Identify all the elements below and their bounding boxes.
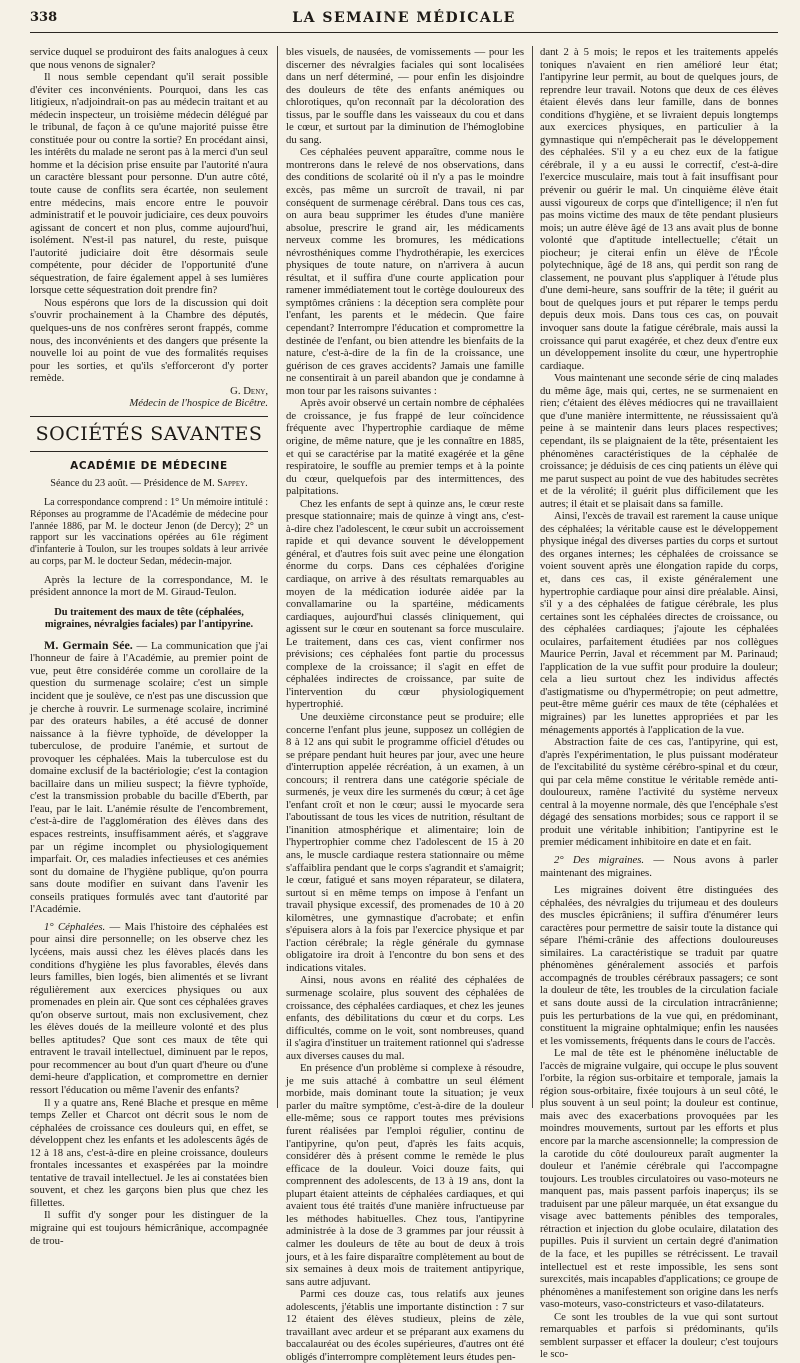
- paragraph: 2° Des migraines. — Nous avons à parler maintenant des migraines.: [540, 854, 779, 879]
- paragraph: Il y a quatre ans, René Blache et presque en même temps Zeller et Charcot ont décrit sous le nom de céphalées de croissance ces douleurs qui, en effet, se développent chez les enfants et les adolescents âgés de 12 à 18 ans, c'est-à-dire en pleine croissance, douleurs frontales incessantes et exaspérées par la moindre tentative de travail intellectuel. Je les ai constatées bien souvent, et chez les garçons bien plus que chez les fillettes.: [30, 1096, 268, 1209]
- paragraph: Le mal de tête est le phénomène inéluctable de l'accès de migraine vulgaire, qui occupe le plus souvent l'orbite, la région sus-orbitaire et temporale, jamais la région sous-orbitaire, fixée toujours à un seul côté, le plus souvent à un seul point; la douleur est continue, mais avec des exacerbations provoquées par les moindres mouvements, surtout par les efforts et plus encore par la marche ascensionnelle; la compression de la carotide du côté douloureux paraît augmenter la douleur et l'anémie cérébrale qui l'accompagne toujours. Les troubles circulatoires ou vaso-moteurs ne manquent pas, mais passent parfois inaperçus; ils se traduisent par une pâleur marquée, un état exsangue du visage avec battements pénibles des temporales, rétraction et injection du globe oculaire, dilatation des pupilles. Puis il survient un certain degré d'animation de la face, et les pupilles se rétrécissent. Le travail intellectuel est et reste impossible, les sens sont surexcités, mais incapables d'applications; ce groupe de phénomènes a manifestement son origine dans les nerfs vaso-moteurs, vaso-constricteurs et vaso-dilatateurs.: [540, 1047, 778, 1311]
- subheading: 1° Céphalées.: [44, 920, 106, 933]
- subheading: 2° Des migraines.: [554, 854, 645, 866]
- column-left: [30, 46, 269, 1247]
- signature-role: Médecin de l'hospice de Bicêtre.: [129, 397, 268, 410]
- paragraph: Il suffit d'y songer pour les distinguer de la migraine qui est toujours hémicrânique, accompagnée de trou-: [30, 1209, 268, 1247]
- header-rule: [30, 32, 778, 33]
- paragraph: Après avoir observé un certain nombre de céphalées de croissance, je fus frappé de leur coïncidence fréquente avec l'hypertrophie cardiaque de même origine, de même nature, que je les connaître en 1885, et qui se caractérise par la matité exagérée et la gêne respiratoire, le souffle au premier temps et à la pointe du cœur, quelquefois par des intermittences, des palpitations.: [286, 397, 524, 498]
- paragraph: Ainsi, nous avons en réalité des céphalées de surmenage scolaire, plus souvent des céphalées de croissance, des céphalées cardiaques, et chez les jeunes enfants, des débilitations du cœur et du corps. Les difficultés, comme on le voit, sont nombreuses, quand il s'agira d'instituer un traitement rationnel qui s'adresse aux diverses causes du mal.: [286, 974, 524, 1062]
- signature-name: G. Deny,: [230, 384, 268, 397]
- column-right: [540, 46, 779, 1361]
- session-prefix: Séance du 23 août. — Présidence de M.: [50, 478, 215, 490]
- page-number: 338: [30, 10, 58, 25]
- society-title: ACADÉMIE DE MÉDECINE: [70, 459, 228, 472]
- paragraph: service duquel se produiront des faits analogues à ceux que nous venons de signaler?: [30, 46, 268, 71]
- session-line: [30, 478, 268, 491]
- paragraph: Les migraines doivent être distinguées des céphalées, des névralgies du trijumeau et des douleurs des muscles épicrâniens; il suffira d'énumérer leurs caractères pour permettre de saisir toute la distance qui sépare l'hémi-crânie des affections douloureuses similaires. La caractéristique se traduit par quatre phénomènes généralement associés et parfois accompagnés de troubles cérébraux passagers; ce sont la douleur de tête, les troubles de la circulation faciale et sans doute aussi de la circulation intracrânienne; puis les perturbations de la vue qui, en prédominant, constituent la migraine ophtalmique; enfin les nausées et les vomissements, fréquents dans le cours de l'accès.: [540, 884, 778, 1047]
- column-divider: [277, 46, 278, 1108]
- column-divider: [532, 46, 533, 1108]
- paragraph: M. Germain Sée. — La communication que j'ai l'honneur de faire à l'Académie, au premier point de vue, peut être considérée comme un corollaire de la question du surmenage scolaire; c'est un simple incident que je soulève, ce n'est pas une discussion que je cherche à rouvrir. Le surmenage scolaire, incriminé par des orateurs habiles, a été accusé de donner naissance à la fièvre typhoïde, de développer la tuberculose, de produire l'anémie, et surtout de provoquer les céphalées. Mais la tuberculose est du domaine exclusif de la bactériologie; c'est la contagion bacillaire dans un milieu suspect; la fièvre typhoïde, c'est la transmission probable du bacille d'Eberth, par l'eau, par le lait. L'anémie résulte de l'encombrement, c'est-à-dire de l'agglomération des élèves dans des espaces restreints, insuffisamment aérés, et s'aggrave par un régime incomplet ou physiologiquement imparfait. Or, ces maladies infectieuses et ces anémies sont du domaine de l'hygiène publique, qu'on pourra sans doute modifier en suivant dans l'avenir les conseils pratiques formulés avec tant d'autorité par l'Académie.: [30, 637, 269, 916]
- paragraph: 1° Céphalées. — Mais l'histoire des céphalées est pour ainsi dire personnelle; on les observe chez les lycéens, mais aussi chez les élèves placés dans les conditions d'hygiène les plus favorables, élevés dans leurs familles, bien logés, bien alimentés et se livrant régulièrement aux exercices physiques ou aux promenades en plein air. Que sont ces céphalées graves qu'on observe surtout, mais non exclusivement, chez les élèves doués de la meilleure volonté et des plus belles aptitudes? Que sont ces maux de tête qui entravent le travail intellectuel, diminuent par le repos, pour recommencer au bout d'un quart d'heure ou d'une demi-heure d'application, et compromettre en dernier ressort l'éducation ou même l'avenir des enfants?: [30, 920, 268, 1096]
- column-middle: [286, 46, 524, 1363]
- paragraph: Vous maintenant une seconde série de cinq malades du même âge, mais qui, certes, ne se surmenaient en rien; c'étaient des élèves médiocres qui ne travaillaient que d'une manière intermittente, ne réussissaient qu'à peine à se maintenir dans leurs places respectives; cependant, ils se plaignaient de la tête, présentaient les phénomènes caractéristiques de la céphalée de croissance; je déduisis de ces cinq patients un élève qui me parut suspect au point de vue des habitudes secrètes et de la vérolité; il guérit plus difficilement que les autres; il était et se plaisait dans sa famille.: [540, 372, 778, 510]
- paragraph: dant 2 à 5 mois; le repos et les traitements appelés toniques n'avaient en rien amélioré leur état; l'antipyrine leur permit, au bout de quelques jours, de reprendre leur travail. Notons que deux de ces élèves étaient élevés dans leur famille, dans de bonnes conditions d'hygiène, et se livraient depuis longtemps aux exercices physiques, en particulier à la gymnastique qui n'empêcherait pas le développement des céphalées. S'il y a eu chez eux de la fatigue cérébrale, il y a eu aussi le correctif, c'est-à-dire l'exercice musculaire, mais tout à fait insuffisant pour prévenir ou guérir le mal. Un cinquième élève était aussi vigoureux de corps que d'intelligence; il n'en fut pas moins victime des maux de tête pendant plusieurs mois; un autre élève âgé de 13 ans avait plus de bonne volonté que d'aptitude intellectuelle; c'était un piocheur; je citerai enfin un élève de l'École polytechnique, âgé de 18 ans, qui perdit son rang de classement, ne pouvant plus s'appliquer à l'étude plus d'une demi-heure, sans souffrir de la tête; il guérit au bout de quelques jours et put réparer le temps perdu depuis deux mois. Dans tous ces cas, on pouvait invoquer sans doute la fatigue cérébrale, mais aussi la croissance qui parut exagérée, et chez deux d'entre eux un développement insolite du cœur, une hypertrophie cardiaque.: [540, 46, 778, 372]
- paragraph: Chez les enfants de sept à quinze ans, le cœur reste presque stationnaire; mais de quinze à vingt ans, c'est-à-dire chez l'adolescent, le cœur subit un accroissement rapide et qui devance souvent le développement général, et d'autres fois suit avec peine une élongation énorme du corps. Dans ces céphalées d'origine cardiaque, on arrive à des résultats remarquables au moyen de la médication iodurée aidée par la convallamarine ou la spartéine, médicaments cardiaques, aujourd'hui classés cliniquement, qui agissent sur le cœur en soutenant sa force musculaire. Le traitement, dans ces cas, vient confirmer nos prévisions; ces céphalées font partie du processus complexe de la croissance; il s'agit en effet de céphalées indirectes de croissance, par suite de l'intervention du cœur physiologiquement hypertrophié.: [286, 497, 524, 711]
- speaker-name: M. Germain Sée.: [44, 637, 133, 652]
- session-president: Sappey.: [217, 478, 248, 490]
- paragraph: Ainsi, l'excès de travail est rarement la cause unique des céphalées; la véritable cause est le développement physique inégal des diverses parties du corps et surtout des organes internes; les céphalées de croissance se voient souvent après une élongation rapide du corps, et, dans ces cas, il existe généralement une hypertrophie cardiaque pour ainsi dire préalable. Ainsi, s'il y a des céphalées de fatigue cérébrale, les plus certaines sont les céphalées directes de croissance, ou des céphalées cardiaques; j'ajoute les céphalées oculaires, parfaitement étudiées par nos collègues Maurice Perrin, Javal et récemment par M. Parinaud; l'application de la vue suffit pour produire la douleur; cela a lieu surtout chez les individus affectés d'astigmatisme ou d'hypermétropie; on peut admettre, peut-être même guérir ces maux de tête (céphalées et migraines) par les lunettes appropriées et par les ménagements apportés à l'application de la vue.: [540, 510, 778, 736]
- paragraph: Après la lecture de la correspondance, M. le président annonce la mort de M. Giraud-Teulon.: [30, 573, 268, 599]
- paragraph: Abstraction faite de ces cas, l'antipyrine, qui est, d'après l'expérimentation, le plus puissant modérateur de l'excitabilité du système cérébro-spinal et du cœur, qui par cela même constitue le véritable remède anti-douloureux, ramène l'activité du système nerveux central à la moyenne normale, dès que l'encéphale s'est dégagé des sensations morbides; sous ce rapport il se produit une véritable inhibition; l'antipyrine est le premier médicament inhibitoire en date et en fait.: [540, 736, 778, 849]
- section-rule: [30, 416, 268, 417]
- running-title: LA SEMAINE MÉDICALE: [292, 10, 516, 26]
- paragraph: Il nous semble cependant qu'il serait possible d'éviter ces inconvénients. Pourquoi, dans les cas litigieux, n'adjoindrait-on pas au médecin traitant et au médecin inspecteur, un troisième médecin délégué par le tribunal, de façon à ce qu'une majorité puisse être constituée pour ou contre la sortie? En procédant ainsi, les intérêts du malade ne seront pas à la merci d'un seul homme et la décision prise ensuite par l'autorité n'aura un caractère blessant pour personne. D'un autre côté, toute cause de conflits sera écartée, non seulement entre médecins, mais encore entre le pouvoir administratif et le pouvoir judiciaire, ces deux pouvoirs agissant de concert et non plus, comme aujourd'hui, isolément. N'est-il pas naturel, du reste, puisque l'autorité judiciaire doit être désormais seule compétente, pour décider de l'opportunité d'une séquestration, de faire également appel à ses lumières lorsque cette séquestration doit prendre fin?: [30, 71, 268, 297]
- correspondence: La correspondance comprend : 1° Un mémoire intitulé : Réponses au programme de l'Académie de médecine pour l'année 1886, par M. le docteur Jenon (de Dercy); 2° un rapport sur les vaccinations opérées au 61e régiment d'infanterie à Toulon, sur les troupes soldats à leur arrivée au corps, par M. le docteur Sedan, médecin-major.: [30, 496, 268, 567]
- paragraph: Une deuxième circonstance peut se produire; elle concerne l'enfant plus jeune, supposez un collégien de 8 à 12 ans qui subit le programme officiel d'études ou se prépare pendant huit heures par jour, avec une heure d'interruption appelée récréation, à un examen, à un concours; il rentrera dans une catégorie spéciale de surmenés, je veux dire les surmenés du cœur; à cet âge l'enfant croît et non le cœur; aussi le myocarde sera l'aboutissant de tous les vices de nutrition, résultant de l'inanition atmosphérique et alimentaire; loin de l'hypertrophier comme chez l'adolescent de 15 à 20 ans, le muscle cardiaque restera stationnaire ou même s'affaiblira pendant que le corps s'agrandit et s'amaigrit; le cœur, fatigué et sans moyen réparateur, se dilatera, surtout si en même temps on impose à l'enfant un travail physique excessif, des promenades de 10 à 20 kilomètres, une gymnastique d'acrobate; et enfin s'épuisera alors à la fois par l'exercice physique et par l'action cérébrale; la règle générale du gymnase obligatoire ira droit à l'encontre du bon sens et des indications vitales.: [286, 710, 524, 974]
- paragraph: Parmi ces douze cas, tous relatifs aux jeunes adolescents, j'établis une importante distinction : 7 sur 12 étaient des élèves studieux, pleins de zèle, travaillant avec ardeur et se préparant aux examens du baccalauréat ou des écoles supérieures, d'autres ont été obligés d'interrompre complètement leurs études pen-: [286, 1288, 524, 1363]
- paragraph: Nous espérons que lors de la discussion qui doit s'ouvrir prochainement à la Chambre des députés, quelques-uns de nos confrères seront frappés, comme nous, des inconvénients et des dangers que présente la nouvelle loi au point de vue des formalités requises pour les sorties, et qu'ils s'efforceront d'y porter remède.: [30, 296, 268, 385]
- paper-title: Du traitement des maux de tête (céphalées, migraines, névralgies faciales) par l'antipyrine.: [44, 606, 254, 630]
- paragraph: bles visuels, de nausées, de vomissements — pour les discerner des névralgies faciales qui sont localisées dans un nerf déterminé, — pour enfin les disjoindre des douleurs de tête des enfants anémiques ou chlorotiques, qu'on reconnaît par la décoloration des tissus, par le souffle dans les vaisseaux du cou et dans le cœur, et surtout par la diminution de l'hémoglobine du sang.: [286, 46, 524, 146]
- paragraph: Ce sont les troubles de la vue qui sont surtout remarquables et parfois si prédominants, qu'ils semblent surpasser et effacer la douleur; c'est toujours le sco-: [540, 1310, 778, 1361]
- section-title: SOCIÉTÉS SAVANTES: [35, 422, 263, 445]
- paragraph: Ces céphalées peuvent apparaître, comme nous le montrerons dans le relevé de nos observations, dans des conditions de scolarité où il n'y a pas le moindre excès, pas même un surcroît de travail, ni par conséquent de surmenage cérébral. Dans tous ces cas, on aura beau supprimer les études d'une manière absolue, prescrire le grand air, les médicaments nerveux comme les bromures, les médications névrosthéniques comme l'hydrothérapie, les exercices physiques de toute nature, on n'arrivera à aucun résultat, et il suffira d'une courte application pour ramener immédiatement tout le cortège douloureux des symptômes crâniens : la déception sera complète pour l'enfant, les parents et le médecin. Que faire cependant? Interrompre l'éducation et compromettre la destinée de l'enfant, ou bien attendre les bienfaits de la nature, c'est-à-dire de la fin de la croissance, une guérison de ces graves accidents? Jamais une famille ne consentirait à un pareil abandon que je condamne à mon tour par les raisons suivantes :: [286, 146, 524, 397]
- paragraph: En présence d'un problème si complexe à résoudre, je me suis attaché à combattre un seul élément morbide, mais dominant toute la situation; je veux parler du maître symptôme, c'est-à-dire de la douleur elle-même; sous ce rapport toutes mes prévisions furent réalisées par l'emploi régulier, continu de l'antipyrine, qu'on peut, d'après les faits acquis, considérer dès à présent comme le remède le plus efficace de la douleur. Voici douze faits, qui comprennent des adolescents, de 13 à 19 ans, dont la plupart étaient atteints de céphalées cardiaques, et qui avaient tous été traités d'une manière infructueuse par les méthodes habituelles. Chez tous, l'antipyrine administrée à la dose de 3 grammes par jour réussit à calmer les douleurs de tête au bout de deux à trois jours, et à les faire disparaître complètement au bout de six semaines à deux mois de traitement antipyrique, sans autre adjuvant.: [286, 1062, 524, 1288]
- page-header: [30, 0, 778, 38]
- section-rule: [30, 451, 268, 452]
